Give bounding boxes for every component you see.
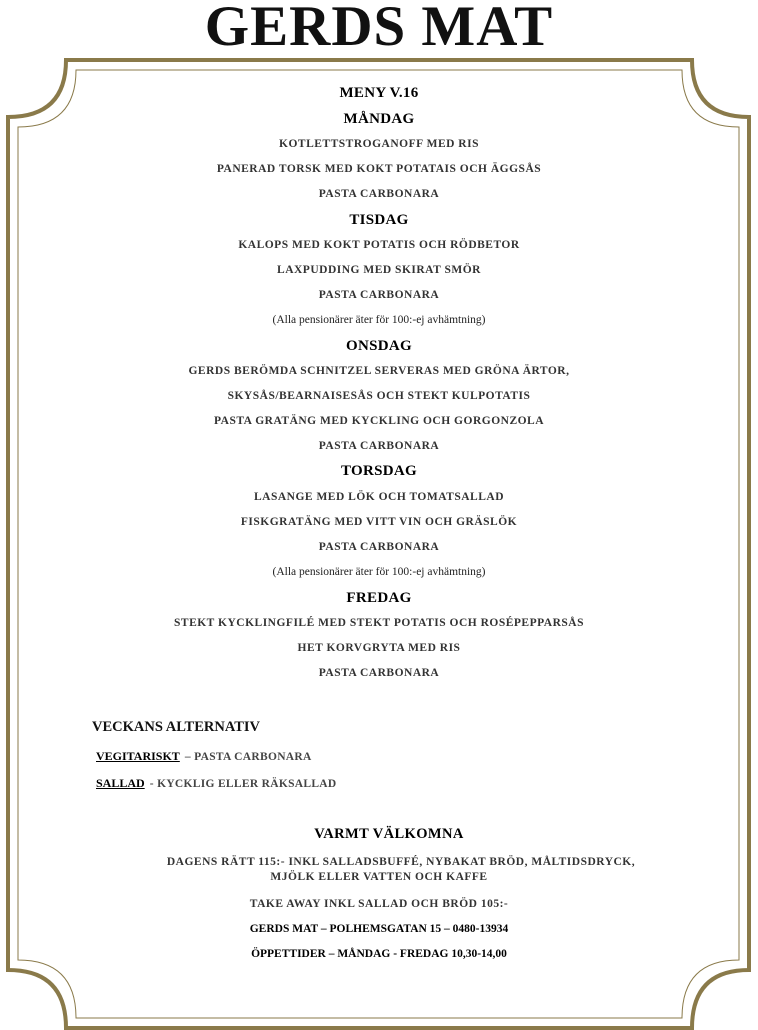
day-heading-friday: FREDAG <box>346 590 412 606</box>
dish-item: LASANGE MED LÖK OCH TOMATSALLAD <box>253 491 504 503</box>
welcome-heading: VARMT VÄLKOMNA <box>314 826 464 842</box>
price-info-line2: MJÖLK ELLER VATTEN OCH KAFFE <box>270 871 488 883</box>
day-heading-thursday: TORSDAG <box>340 463 417 479</box>
day-heading-tuesday: TISDAG <box>349 212 409 228</box>
dish-item: SKYSÅS/BEARNAISESÅS OCH STEKT KULPOTATIS <box>227 390 531 402</box>
dish-item: LAXPUDDING MED SKIRAT SMÖR <box>277 264 481 276</box>
dish-item: GERDS BERÖMDA SCHNITZEL SERVERAS MED GRÖNA ÄRTOR, <box>188 365 570 377</box>
alternative-salad <box>96 772 337 791</box>
dish-item: PASTA CARBONARA <box>318 667 440 679</box>
opening-hours: ÖPPETTIDER – MÅNDAG - FREDAG 10,30-14,00 <box>251 948 507 960</box>
vegetarian-text: – PASTA CARBONARA <box>184 751 312 763</box>
dish-item: STEKT KYCKLINGFILÉ MED STEKT POTATIS OCH ROSÉPEPPARSÅS <box>174 617 584 629</box>
dish-item: PASTA CARBONARA <box>318 541 440 553</box>
menu-week: MENY V.16 <box>339 85 419 101</box>
price-info-line1: DAGENS RÄTT 115:- INKL SALLADSBUFFÉ, NYBAKAT BRÖD, MÅLTIDSDRYCK, <box>166 856 636 868</box>
dish-item: HET KORVGRYTA MED RIS <box>297 642 461 654</box>
address-line: GERDS MAT – POLHEMSGATAN 15 – 0480-13934 <box>249 923 509 935</box>
dish-item: PASTA GRATÄNG MED KYCKLING OCH GORGONZOLA <box>213 415 545 427</box>
vegetarian-label: VEGITARISKT <box>96 749 180 763</box>
dish-item: FISKGRATÄNG MED VITT VIN OCH GRÄSLÖK <box>240 516 518 528</box>
alternative-vegetarian <box>96 745 312 764</box>
dish-item: PASTA CARBONARA <box>318 440 440 452</box>
restaurant-title: GERDS MAT <box>204 0 554 58</box>
day-heading-monday: MÅNDAG <box>343 111 415 127</box>
salad-text: - KYCKLIG ELLER RÄKSALLAD <box>149 778 337 790</box>
dish-item: KALOPS MED KOKT POTATIS OCH RÖDBETOR <box>238 239 520 251</box>
salad-label: SALLAD <box>96 776 145 790</box>
alternatives-heading: VECKANS ALTERNATIV <box>92 719 261 735</box>
dish-item: KOTLETTSTROGANOFF MED RIS <box>279 138 479 150</box>
takeaway-info: TAKE AWAY INKL SALLAD OCH BRÖD 105:- <box>249 898 509 910</box>
dish-item: PASTA CARBONARA <box>318 188 440 200</box>
pensioner-note: (Alla pensionärer äter för 100:-ej avhämtning) <box>272 566 486 578</box>
day-heading-wednesday: ONSDAG <box>346 338 412 354</box>
dish-item: PANERAD TORSK MED KOKT POTATAIS OCH ÄGGSÅS <box>216 163 542 175</box>
pensioner-note: (Alla pensionärer äter för 100:-ej avhämtning) <box>272 314 486 326</box>
dish-item: PASTA CARBONARA <box>318 289 440 301</box>
